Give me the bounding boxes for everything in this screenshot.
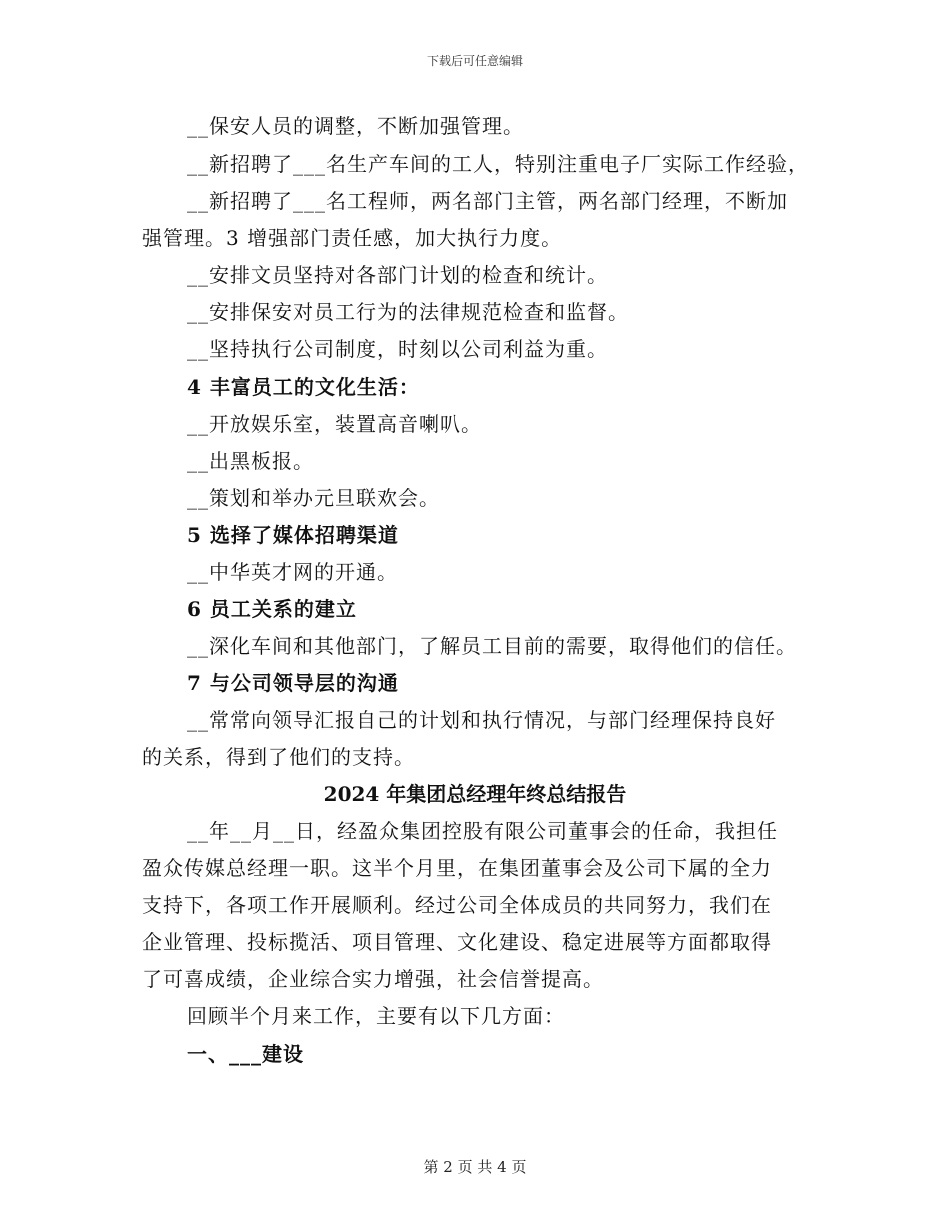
paragraph-line: __新招聘了___名生产车间的工人，特别注重电子厂实际工作经验，: [187, 152, 809, 176]
section-heading: 6 员工关系的建立: [187, 597, 357, 621]
paragraph-line: __新招聘了___名工程师，两名部门主管，两名部门经理，不断加: [187, 189, 788, 213]
paragraph-line: __年__月__日，经盈众集团控股有限公司董事会的任命，我担任: [187, 819, 778, 843]
paragraph-line: 了可喜成绩，企业综合实力增强，社会信誉提高。: [142, 967, 604, 991]
page-header: 下载后可任意编辑: [426, 54, 523, 68]
section-heading: 5 选择了媒体招聘渠道: [187, 523, 399, 547]
paragraph-line: 强管理。3 增强部门责任感，加大执行力度。: [142, 226, 563, 250]
paragraph-line: 盈众传媒总经理一职。这半个月里，在集团董事会及公司下属的全力: [142, 856, 772, 880]
page-footer: 第 2 页 共 4 页: [423, 1158, 527, 1176]
section-heading: 7 与公司领导层的沟通: [187, 671, 399, 695]
paragraph-line: __常常向领导汇报自己的计划和执行情况，与部门经理保持良好: [187, 708, 776, 732]
paragraph-line: 支持下，各项工作开展顺利。经过公司全体成员的共同努力，我们在: [142, 893, 772, 917]
paragraph-line: __开放娱乐室，装置高音喇叭。: [187, 412, 482, 436]
paragraph-line: 的关系，得到了他们的支持。: [142, 745, 415, 769]
paragraph-line: 回顾半个月来工作，主要有以下几方面：: [187, 1004, 565, 1028]
paragraph-line: __策划和举办元旦联欢会。: [187, 486, 440, 510]
paragraph-line: 企业管理、投标揽活、项目管理、文化建设、稳定进展等方面都取得: [142, 930, 772, 954]
paragraph-line: __坚持执行公司制度，时刻以公司利益为重。: [187, 337, 608, 361]
paragraph-line: __安排保安对员工行为的法律规范检查和监督。: [187, 300, 629, 324]
paragraph-line: __中华英才网的开通。: [187, 560, 398, 584]
paragraph-line: __安排文员坚持对各部门计划的检查和统计。: [187, 263, 608, 287]
paragraph-line: __保安人员的调整，不断加强管理。: [187, 114, 524, 138]
report-title: 2024 年集团总经理年终总结报告: [323, 782, 627, 806]
section-heading: 一、___建设: [187, 1042, 304, 1066]
paragraph-line: __深化车间和其他部门，了解员工目前的需要，取得他们的信任。: [187, 634, 797, 658]
section-heading: 4 丰富员工的文化生活：: [187, 375, 420, 399]
paragraph-line: __出黑板报。: [187, 449, 314, 473]
